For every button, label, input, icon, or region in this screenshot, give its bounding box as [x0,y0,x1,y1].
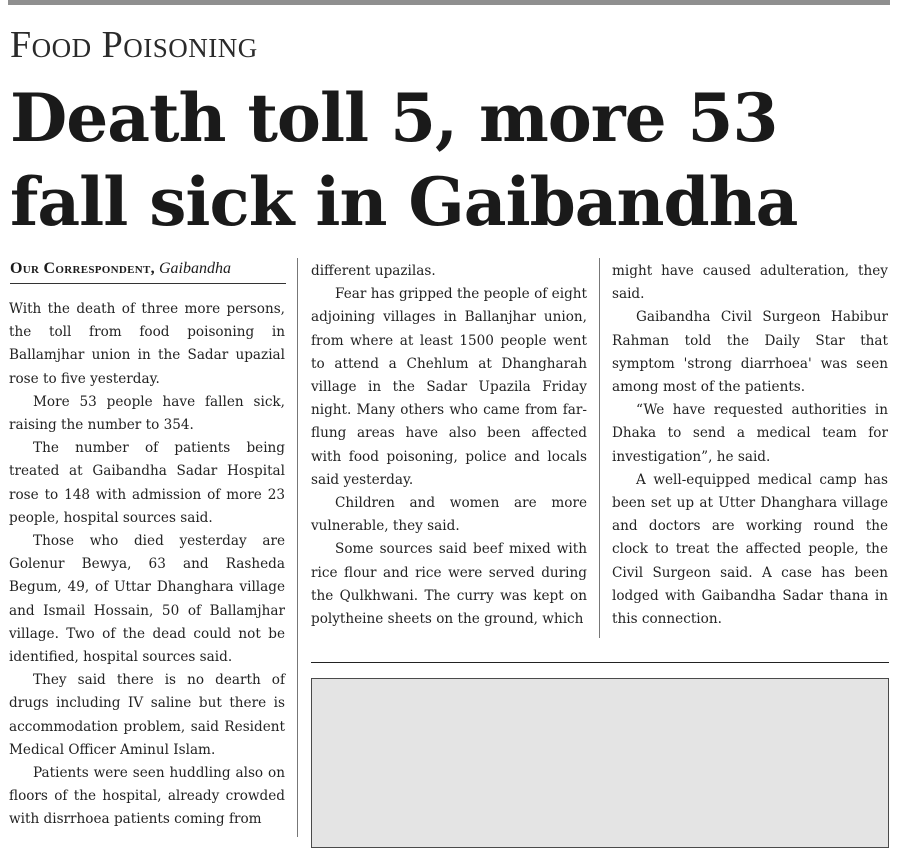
article-column-2 [311,260,587,631]
column-divider [599,258,600,638]
paragraph: Gaibandha Civil Surgeon Habibur Rahman told the Daily Star that symptom 'strong diarrhoea' was seen among most of the patients. [612,309,888,396]
byline-rule [10,283,286,284]
column-divider [297,258,298,837]
paragraph: Children and women are more vulnerable, they said. [311,495,587,535]
paragraph: A well-equipped medical camp has been set up at Utter Dhanghara village and doctors are working round the clock to treat the affected people, the Civil Surgeon said. A case has been lodged with Gaibandha Sadar thana in this connection. [612,471,888,628]
paragraph: Those who died yesterday are Golenur Bewya, 63 and Rasheda Begum, 49, of Uttar Dhanghara village and Ismail Hossain, 50 of Ballamjhar village. Two of the dead could not be identified, hospital sources said. [9,533,285,666]
section-kicker: Food Poisoning [10,24,258,66]
paragraph: With the death of three more persons, the toll from food poisoning in Ballamjhar union in the Sadar upazial rose to five yesterday. [9,301,285,387]
section-rule [311,662,889,663]
byline-reporter: Our Correspondent, [10,260,155,277]
article-column-1 [9,298,285,832]
paragraph: Some sources said beef mixed with rice flour and rice were served during the Qulkhwani. The curry was kept on polytheine sheets on the ground, which [311,541,587,628]
paragraph: “We have requested authorities in Dhaka to send a medical team for investigation”, he said. [612,402,888,465]
paragraph: The number of patients being treated at Gaibandha Sadar Hospital rose to 148 with admission of more 23 people, hospital sources said. [9,440,285,526]
paragraph: Fear has gripped the people of eight adjoining villages in Ballanjhar union, from where at least 1500 people went to attend a Chehlum at Dhangharah village in the Sadar Upazila Friday night. Many others who came from far-flung areas have also been affected with food poisoning, police and locals said yesterday. [311,286,587,488]
article-column-3 [612,260,888,631]
paragraph: different upazilas. [311,263,436,279]
paragraph: They said there is no dearth of drugs including IV saline but there is accommodation problem, said Resident Medical Officer Aminul Islam. [9,672,285,758]
paragraph: More 53 people have fallen sick, raising the number to 354. [9,393,285,434]
paragraph: Patients were seen huddling also on floors of the hospital, already crowded with disrrhoea patients coming from [9,765,285,828]
top-rule [8,0,890,5]
byline [10,258,282,280]
headline: Death toll 5, more 53 fall sick in Gaibandha [10,79,798,241]
paragraph: might have caused adulteration, they said. [612,263,888,303]
advertisement-box [311,678,889,848]
byline-location: Gaibandha [158,260,231,277]
